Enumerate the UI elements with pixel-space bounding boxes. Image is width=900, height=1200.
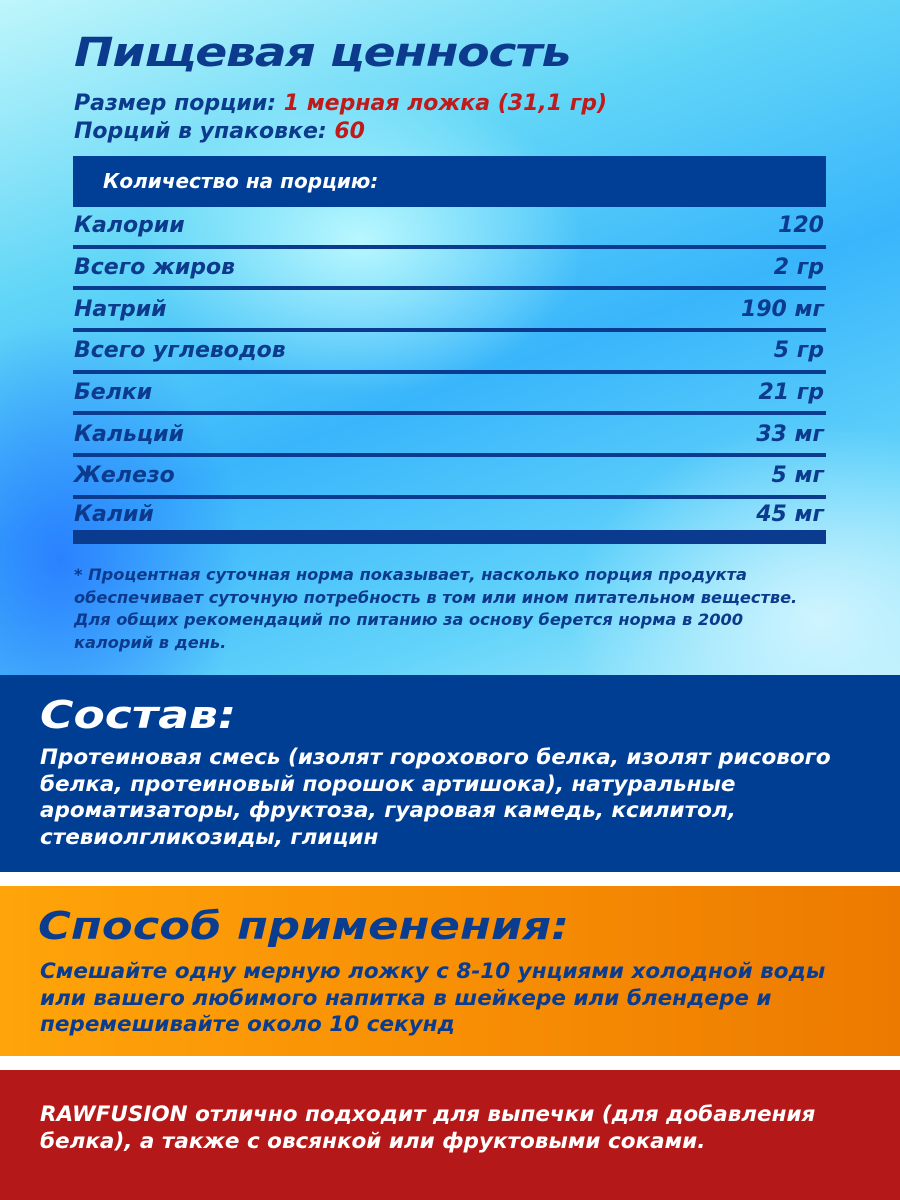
row-name: Всего углеводов <box>74 338 286 364</box>
table-row <box>73 415 826 457</box>
usage-section <box>0 886 900 1056</box>
row-value: 45 мг <box>756 501 824 527</box>
servings-label: Порций в упаковке: <box>74 119 327 144</box>
row-name: Кальций <box>74 421 184 447</box>
table-row <box>73 499 826 544</box>
row-value: 120 <box>778 213 824 239</box>
row-value: 21 гр <box>758 380 824 406</box>
usage-title: Способ применения: <box>38 904 570 948</box>
table-header: Количество на порцию: <box>73 156 826 207</box>
table-row <box>73 290 826 332</box>
row-value: 190 мг <box>740 296 824 322</box>
row-value: 5 мг <box>771 463 824 489</box>
row-value: 5 гр <box>773 338 824 364</box>
serving-size-label: Размер порции: <box>74 91 277 116</box>
composition-text: Протеиновая смесь (изолят горохового белка, изолят рисового белка, протеиновый порошок артишока), натуральные ароматизаторы, фруктоза, гуаровая камедь, ксилитол, стевиолгликозиды, глицин <box>40 745 831 850</box>
row-name: Натрий <box>74 296 167 322</box>
nutrition-title: Пищевая ценность <box>74 30 571 76</box>
row-name: Всего жиров <box>74 255 236 281</box>
footnote: * Процентная суточная норма показывает, насколько порция продукта обеспечивает суточную потребность в том или ином питательном веществе. Для общих рекомендаций по питанию за основу берется норма в 2000 калорий в день. <box>74 565 798 652</box>
usage-text: Смешайте одну мерную ложку с 8-10 унциями холодной воды или вашего любимого напитка в шейкере или блендере и перемешивайте около 10 секунд <box>40 959 826 1037</box>
table-row <box>73 249 826 291</box>
composition-section <box>0 675 900 872</box>
footer-section <box>0 1070 900 1200</box>
composition-title: Состав: <box>40 693 237 737</box>
row-name: Калории <box>74 213 185 239</box>
row-name: Белки <box>74 380 153 406</box>
servings-per-package <box>74 119 365 144</box>
table-row <box>73 332 826 374</box>
serving-size <box>74 91 607 116</box>
servings-value: 60 <box>334 119 365 144</box>
serving-size-value: 1 мерная ложка (31,1 гр) <box>283 91 608 116</box>
footer-text: RAWFUSION отлично подходит для выпечки (для добавления белка), а также с овсянкой или фруктовыми соками. <box>40 1102 816 1154</box>
table-row <box>73 457 826 499</box>
row-value: 33 мг <box>756 421 824 447</box>
table-row <box>73 207 826 249</box>
table-row <box>73 374 826 416</box>
row-name: Железо <box>74 463 175 489</box>
nutrition-table <box>73 207 826 544</box>
row-value: 2 гр <box>773 255 824 281</box>
row-name: Калий <box>74 501 154 527</box>
